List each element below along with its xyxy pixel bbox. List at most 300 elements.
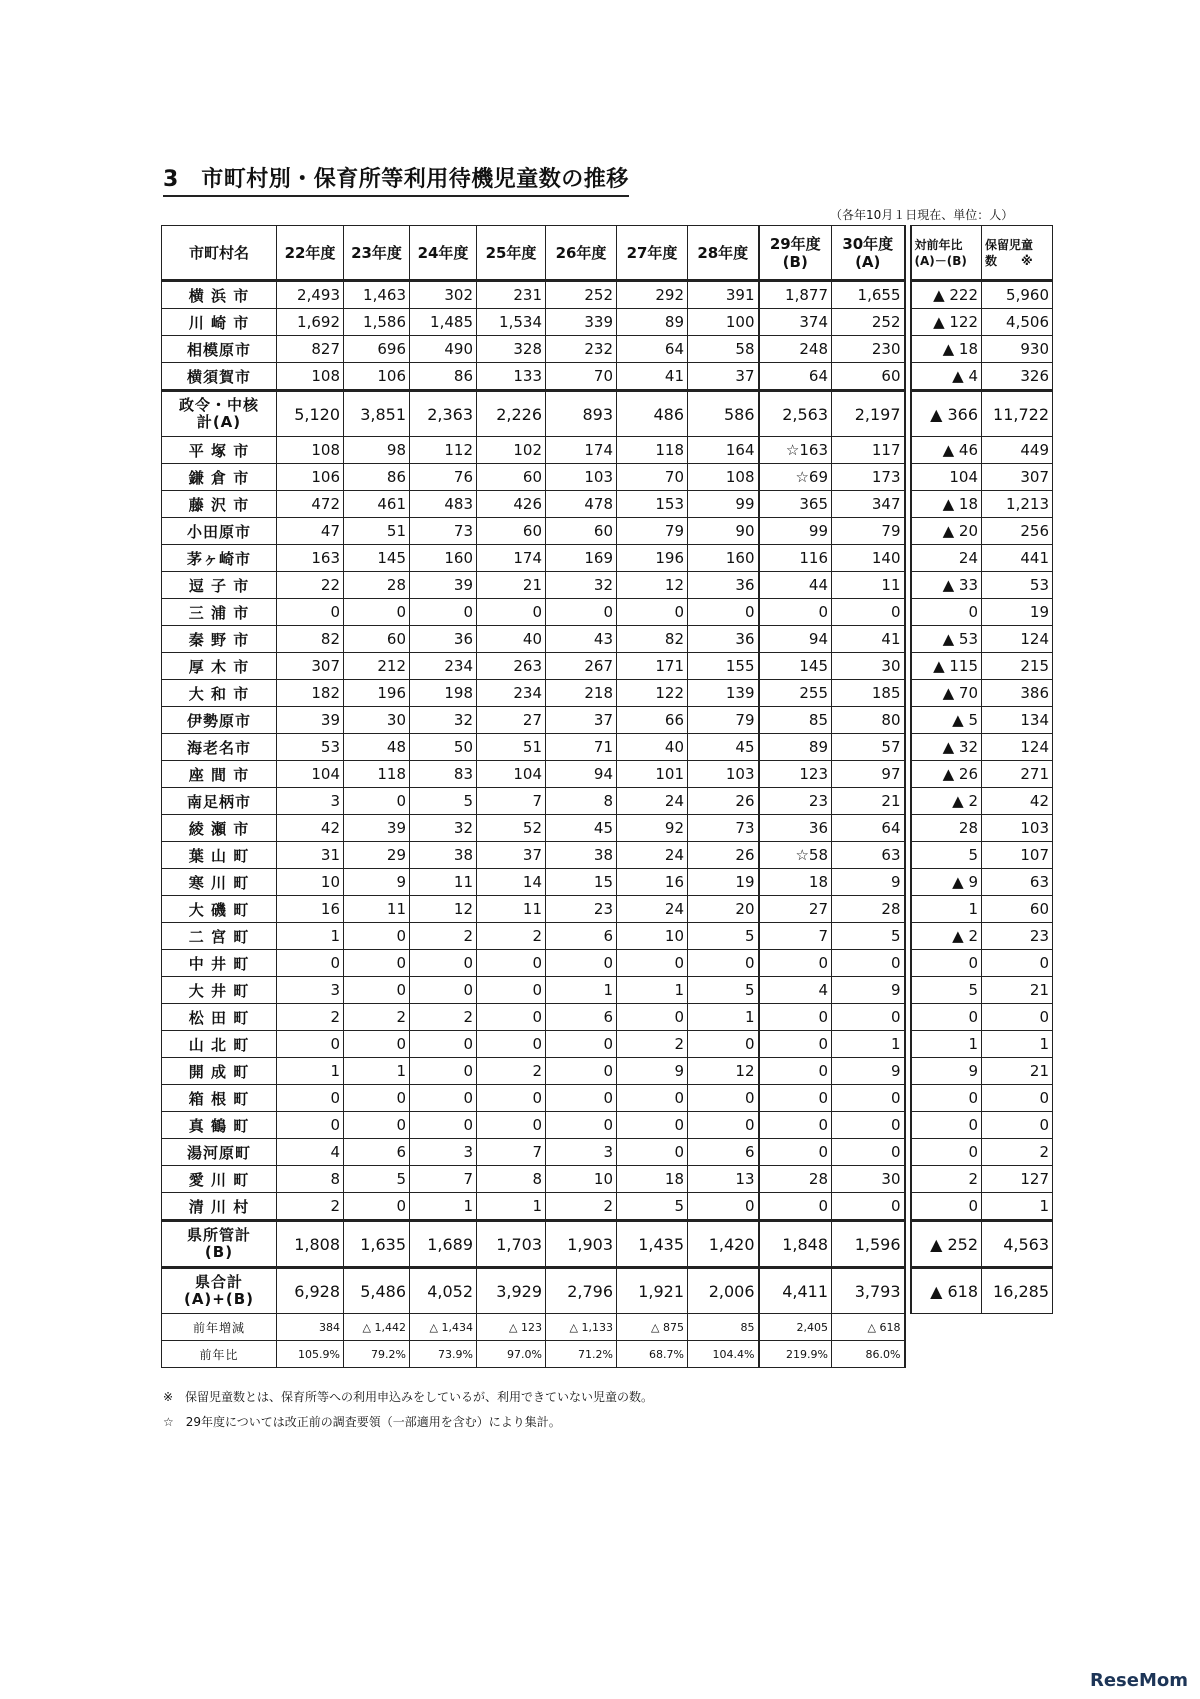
value-cell: 827: [277, 336, 344, 363]
value-cell: 118: [617, 437, 688, 464]
value-cell: 8: [546, 788, 617, 815]
value-cell: 9: [832, 869, 905, 896]
value-cell: 23: [982, 923, 1053, 950]
table-row: [162, 437, 1053, 464]
value-cell: 63: [832, 842, 905, 869]
value-cell: 14: [477, 869, 546, 896]
value-cell: 7: [759, 923, 832, 950]
subtotal-row: [162, 1268, 1053, 1314]
table-row: [162, 1166, 1053, 1193]
value-cell: 0: [832, 1085, 905, 1112]
value-cell: 234: [410, 653, 477, 680]
value-cell: 9: [832, 1058, 905, 1085]
value-cell: 0: [546, 599, 617, 626]
value-cell: 174: [546, 437, 617, 464]
value-cell: 28: [911, 815, 982, 842]
value-cell: 391: [688, 281, 759, 309]
value-cell: 2: [546, 1193, 617, 1221]
value-cell: 2: [477, 923, 546, 950]
value-cell: 51: [344, 518, 410, 545]
value-cell: 0: [911, 1112, 982, 1139]
column-header: 25年度: [477, 226, 546, 281]
value-cell: 449: [982, 437, 1053, 464]
value-cell: 66: [617, 707, 688, 734]
value-cell: 1,213: [982, 491, 1053, 518]
empty-cell: [911, 1341, 982, 1368]
value-cell: 326: [982, 363, 1053, 391]
value-cell: 1,463: [344, 281, 410, 309]
value-cell: 0: [688, 1085, 759, 1112]
value-cell: 6: [344, 1139, 410, 1166]
value-cell: 103: [982, 815, 1053, 842]
value-cell: 36: [688, 572, 759, 599]
value-cell: 0: [344, 1112, 410, 1139]
value-cell: 27: [759, 896, 832, 923]
value-cell: 5: [617, 1193, 688, 1221]
table-row: [162, 1058, 1053, 1085]
value-cell: 0: [546, 1058, 617, 1085]
value-cell: 0: [546, 950, 617, 977]
table-row: [162, 815, 1053, 842]
value-cell: 0: [688, 1112, 759, 1139]
value-cell: 41: [617, 363, 688, 391]
value-cell: 5: [688, 977, 759, 1004]
value-cell: 8: [277, 1166, 344, 1193]
table-row: [162, 572, 1053, 599]
value-cell: 16,285: [982, 1268, 1053, 1314]
value-cell: 21: [982, 1058, 1053, 1085]
value-cell: 100: [688, 309, 759, 336]
value-cell: 26: [688, 788, 759, 815]
value-cell: ☆58: [759, 842, 832, 869]
value-cell: 11,722: [982, 391, 1053, 437]
value-cell: 83: [410, 761, 477, 788]
value-cell: 39: [410, 572, 477, 599]
value-cell: 155: [688, 653, 759, 680]
table-row: [162, 1031, 1053, 1058]
value-cell: 112: [410, 437, 477, 464]
value-cell: 893: [546, 391, 617, 437]
value-cell: 441: [982, 545, 1053, 572]
value-cell: 0: [832, 1139, 905, 1166]
value-cell: 13: [688, 1166, 759, 1193]
value-cell: 4: [759, 977, 832, 1004]
value-cell: 0: [277, 599, 344, 626]
table-row: [162, 923, 1053, 950]
value-cell: 16: [277, 896, 344, 923]
value-cell: 10: [546, 1166, 617, 1193]
value-cell: 60: [982, 896, 1053, 923]
value-cell: 145: [344, 545, 410, 572]
municipality-name: 平 塚 市: [162, 437, 277, 464]
value-cell: 32: [410, 707, 477, 734]
value-cell: 9: [617, 1058, 688, 1085]
value-cell: 4,052: [410, 1268, 477, 1314]
table-row: [162, 281, 1053, 309]
value-cell: 0: [911, 1004, 982, 1031]
table-row: [162, 464, 1053, 491]
value-cell: 0: [546, 1085, 617, 1112]
column-header: 26年度: [546, 226, 617, 281]
municipality-name: 山 北 町: [162, 1031, 277, 1058]
value-cell: 18: [759, 869, 832, 896]
value-cell: 2: [410, 923, 477, 950]
value-cell: 339: [546, 309, 617, 336]
table-row: [162, 977, 1053, 1004]
value-cell: 106: [277, 464, 344, 491]
value-cell: 384: [277, 1314, 344, 1341]
value-cell: 1,596: [832, 1221, 905, 1268]
municipality-name: 相模原市: [162, 336, 277, 363]
value-cell: 12: [410, 896, 477, 923]
value-cell: 0: [759, 599, 832, 626]
value-cell: 52: [477, 815, 546, 842]
value-cell: 0: [982, 1004, 1053, 1031]
value-cell: 182: [277, 680, 344, 707]
value-cell: 2,006: [688, 1268, 759, 1314]
value-cell: 108: [277, 437, 344, 464]
value-cell: 6: [546, 923, 617, 950]
value-cell: 27: [477, 707, 546, 734]
value-cell: △ 618: [832, 1314, 905, 1341]
value-cell: 1: [477, 1193, 546, 1221]
value-cell: 2: [982, 1139, 1053, 1166]
table-row: [162, 734, 1053, 761]
value-cell: 0: [477, 977, 546, 1004]
value-cell: 122: [617, 680, 688, 707]
value-cell: 145: [759, 653, 832, 680]
value-cell: 0: [477, 950, 546, 977]
value-cell: 0: [277, 1031, 344, 1058]
value-cell: 79: [688, 707, 759, 734]
value-cell: 0: [911, 1193, 982, 1221]
value-cell: 94: [759, 626, 832, 653]
table-row: [162, 1112, 1053, 1139]
value-cell: 28: [832, 896, 905, 923]
value-cell: 85: [688, 1314, 759, 1341]
table-row: [162, 761, 1053, 788]
value-cell: 24: [617, 788, 688, 815]
column-header: 市町村名: [162, 226, 277, 281]
value-cell: 98: [344, 437, 410, 464]
value-cell: 39: [344, 815, 410, 842]
value-cell: ▲ 618: [911, 1268, 982, 1314]
value-cell: 8: [477, 1166, 546, 1193]
value-cell: 2,405: [759, 1314, 832, 1341]
value-cell: 32: [546, 572, 617, 599]
value-cell: ▲ 53: [911, 626, 982, 653]
value-cell: 218: [546, 680, 617, 707]
value-cell: 42: [982, 788, 1053, 815]
value-cell: 0: [759, 1058, 832, 1085]
municipality-name: 湯河原町: [162, 1139, 277, 1166]
value-cell: 10: [617, 923, 688, 950]
value-cell: 89: [759, 734, 832, 761]
value-cell: 0: [832, 950, 905, 977]
value-cell: 461: [344, 491, 410, 518]
value-cell: 36: [410, 626, 477, 653]
value-cell: 252: [832, 309, 905, 336]
value-cell: △ 1,133: [546, 1314, 617, 1341]
value-cell: ▲ 222: [911, 281, 982, 309]
value-cell: △ 1,434: [410, 1314, 477, 1341]
waiting-children-table: [161, 225, 1053, 1368]
value-cell: 164: [688, 437, 759, 464]
value-cell: 79: [617, 518, 688, 545]
value-cell: 15: [546, 869, 617, 896]
empty-cell: [982, 1341, 1053, 1368]
value-cell: 2,796: [546, 1268, 617, 1314]
value-cell: 328: [477, 336, 546, 363]
table-row: [162, 869, 1053, 896]
value-cell: 37: [477, 842, 546, 869]
value-cell: 11: [832, 572, 905, 599]
table-row: [162, 1139, 1053, 1166]
value-cell: 230: [832, 336, 905, 363]
value-cell: 3,929: [477, 1268, 546, 1314]
value-cell: 73.9%: [410, 1341, 477, 1368]
value-cell: 0: [617, 950, 688, 977]
value-cell: 1: [617, 977, 688, 1004]
value-cell: 4,506: [982, 309, 1053, 336]
value-cell: 196: [344, 680, 410, 707]
value-cell: 2: [344, 1004, 410, 1031]
value-cell: 0: [759, 950, 832, 977]
value-cell: 0: [832, 599, 905, 626]
column-header: 保留児童 数 ※: [982, 226, 1053, 281]
value-cell: 234: [477, 680, 546, 707]
value-cell: 0: [688, 1031, 759, 1058]
value-cell: 163: [277, 545, 344, 572]
footnote-reserved-children: ※ 保留児童数とは、保育所等への利用申込みをしているが、利用できていない児童の数。: [163, 1390, 654, 1404]
value-cell: 0: [344, 923, 410, 950]
value-cell: 63: [982, 869, 1053, 896]
value-cell: ▲ 9: [911, 869, 982, 896]
value-cell: 2,197: [832, 391, 905, 437]
value-cell: 104: [911, 464, 982, 491]
value-cell: 41: [832, 626, 905, 653]
value-cell: 104: [277, 761, 344, 788]
empty-cell: [982, 1314, 1053, 1341]
column-header: 27年度: [617, 226, 688, 281]
table-row: [162, 491, 1053, 518]
value-cell: 5,486: [344, 1268, 410, 1314]
value-cell: 215: [982, 653, 1053, 680]
value-cell: 50: [410, 734, 477, 761]
value-cell: 103: [688, 761, 759, 788]
value-cell: 26: [688, 842, 759, 869]
value-cell: 0: [759, 1193, 832, 1221]
value-cell: 108: [688, 464, 759, 491]
value-cell: ▲ 20: [911, 518, 982, 545]
value-cell: 11: [344, 896, 410, 923]
value-cell: 124: [982, 734, 1053, 761]
value-cell: 107: [982, 842, 1053, 869]
value-cell: 1: [410, 1193, 477, 1221]
value-cell: △ 875: [617, 1314, 688, 1341]
table-row: [162, 1193, 1053, 1221]
value-cell: ▲ 18: [911, 336, 982, 363]
column-header: 24年度: [410, 226, 477, 281]
value-cell: 0: [688, 950, 759, 977]
value-cell: 252: [546, 281, 617, 309]
value-cell: 0: [911, 1139, 982, 1166]
value-cell: 0: [982, 1085, 1053, 1112]
value-cell: 0: [410, 977, 477, 1004]
value-cell: 2: [911, 1166, 982, 1193]
value-cell: 0: [344, 1085, 410, 1112]
value-cell: 76: [410, 464, 477, 491]
value-cell: 23: [759, 788, 832, 815]
value-cell: 9: [344, 869, 410, 896]
value-cell: 105.9%: [277, 1341, 344, 1368]
value-cell: 292: [617, 281, 688, 309]
value-cell: 36: [759, 815, 832, 842]
value-cell: 0: [410, 1058, 477, 1085]
value-cell: 51: [477, 734, 546, 761]
municipality-name: 前年増減: [162, 1314, 277, 1341]
municipality-name: 逗 子 市: [162, 572, 277, 599]
value-cell: 1: [277, 1058, 344, 1085]
value-cell: 472: [277, 491, 344, 518]
value-cell: 307: [277, 653, 344, 680]
value-cell: 12: [617, 572, 688, 599]
table-row: [162, 518, 1053, 545]
value-cell: 11: [477, 896, 546, 923]
value-cell: 0: [759, 1031, 832, 1058]
value-cell: 0: [759, 1004, 832, 1031]
value-cell: 160: [410, 545, 477, 572]
municipality-name: 秦 野 市: [162, 626, 277, 653]
value-cell: 0: [344, 950, 410, 977]
value-cell: 0: [759, 1085, 832, 1112]
value-cell: 426: [477, 491, 546, 518]
value-cell: 37: [688, 363, 759, 391]
value-cell: 2: [477, 1058, 546, 1085]
value-cell: 60: [546, 518, 617, 545]
value-cell: 1: [546, 977, 617, 1004]
value-cell: 0: [832, 1112, 905, 1139]
value-cell: 0: [410, 599, 477, 626]
value-cell: 9: [911, 1058, 982, 1085]
value-cell: 256: [982, 518, 1053, 545]
table-row: [162, 842, 1053, 869]
subtotal-row: [162, 391, 1053, 437]
value-cell: 19: [982, 599, 1053, 626]
value-cell: 24: [617, 842, 688, 869]
table-row: [162, 309, 1053, 336]
value-cell: 0: [832, 1004, 905, 1031]
value-cell: 0: [277, 950, 344, 977]
value-cell: 124: [982, 626, 1053, 653]
value-cell: 37: [546, 707, 617, 734]
value-cell: 0: [911, 599, 982, 626]
value-cell: 1: [832, 1031, 905, 1058]
value-cell: 0: [688, 1193, 759, 1221]
value-cell: 9: [832, 977, 905, 1004]
value-cell: 30: [832, 653, 905, 680]
value-cell: 20: [688, 896, 759, 923]
empty-cell: [911, 1314, 982, 1341]
value-cell: 1: [982, 1193, 1053, 1221]
value-cell: 140: [832, 545, 905, 572]
value-cell: 196: [617, 545, 688, 572]
value-cell: 0: [477, 599, 546, 626]
value-cell: 0: [477, 1004, 546, 1031]
value-cell: 97: [832, 761, 905, 788]
value-cell: 40: [477, 626, 546, 653]
value-cell: 4,563: [982, 1221, 1053, 1268]
value-cell: 0: [617, 1139, 688, 1166]
value-cell: 70: [546, 363, 617, 391]
value-cell: 486: [617, 391, 688, 437]
value-cell: 44: [759, 572, 832, 599]
value-cell: 116: [759, 545, 832, 572]
table-row: [162, 950, 1053, 977]
municipality-name: 藤 沢 市: [162, 491, 277, 518]
value-cell: 97.0%: [477, 1341, 546, 1368]
value-cell: ▲ 5: [911, 707, 982, 734]
table-row: [162, 653, 1053, 680]
value-cell: ☆163: [759, 437, 832, 464]
value-cell: 1,635: [344, 1221, 410, 1268]
value-cell: 1,586: [344, 309, 410, 336]
municipality-name: 寒 川 町: [162, 869, 277, 896]
value-cell: 1,435: [617, 1221, 688, 1268]
value-cell: 104.4%: [688, 1341, 759, 1368]
value-cell: 6: [546, 1004, 617, 1031]
column-header: 23年度: [344, 226, 410, 281]
value-cell: 58: [688, 336, 759, 363]
value-cell: 160: [688, 545, 759, 572]
value-cell: 39: [277, 707, 344, 734]
value-cell: 0: [759, 1139, 832, 1166]
value-cell: 386: [982, 680, 1053, 707]
value-cell: 0: [617, 1112, 688, 1139]
value-cell: 0: [688, 599, 759, 626]
value-cell: 73: [688, 815, 759, 842]
value-cell: 53: [277, 734, 344, 761]
value-cell: 0: [477, 1112, 546, 1139]
value-cell: 60: [477, 518, 546, 545]
value-cell: ▲ 2: [911, 788, 982, 815]
value-cell: 31: [277, 842, 344, 869]
value-cell: ▲ 122: [911, 309, 982, 336]
municipality-name: 清 川 村: [162, 1193, 277, 1221]
value-cell: 40: [617, 734, 688, 761]
value-cell: 10: [277, 869, 344, 896]
value-cell: 2: [277, 1193, 344, 1221]
value-cell: ▲ 252: [911, 1221, 982, 1268]
value-cell: 60: [832, 363, 905, 391]
value-cell: 106: [344, 363, 410, 391]
column-header: 30年度 (A): [832, 226, 905, 281]
value-cell: 2,226: [477, 391, 546, 437]
value-cell: 45: [546, 815, 617, 842]
value-cell: ▲ 2: [911, 923, 982, 950]
value-cell: 2,563: [759, 391, 832, 437]
value-cell: 0: [410, 1085, 477, 1112]
value-cell: 1,903: [546, 1221, 617, 1268]
value-cell: 2: [277, 1004, 344, 1031]
value-cell: ▲ 18: [911, 491, 982, 518]
value-cell: 68.7%: [617, 1341, 688, 1368]
municipality-name: 横 浜 市: [162, 281, 277, 309]
value-cell: 153: [617, 491, 688, 518]
value-cell: 5: [911, 842, 982, 869]
value-cell: 1,420: [688, 1221, 759, 1268]
municipality-name: 鎌 倉 市: [162, 464, 277, 491]
